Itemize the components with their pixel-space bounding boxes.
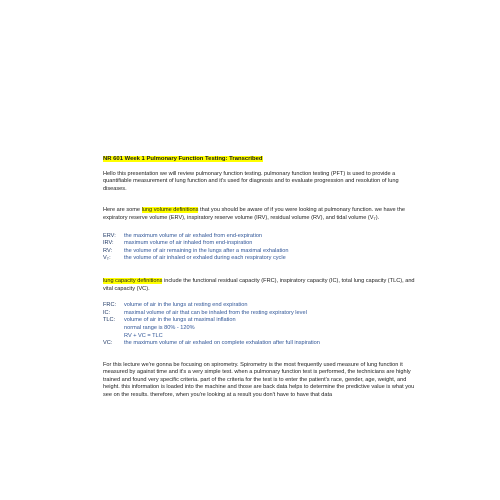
definition-row bbox=[103, 240, 415, 248]
definition-term: IC: bbox=[103, 309, 111, 316]
definition-text: the maximum volume of air exhaled from end-expiration bbox=[124, 232, 263, 239]
tidal-subscript: T bbox=[373, 216, 376, 221]
title-highlight: NR 601 Week 1 Pulmonary Function Testing: Transcribed bbox=[103, 156, 263, 162]
definition-row bbox=[103, 317, 415, 325]
definition-term: ERV: bbox=[103, 232, 116, 239]
capacity-definitions-highlight: lung capacity definitions bbox=[103, 277, 163, 284]
definition-row bbox=[103, 302, 415, 310]
tlc-note: normal range is 80% - 120% bbox=[124, 324, 195, 331]
capacity-intro-after: include the functional residual capacity (FRC), inspiratory capacity (IC), total lung capacity (TLC), and vital capacity (VC). bbox=[103, 277, 415, 292]
definition-text: volume of air in the lungs at maximal inflation bbox=[124, 317, 236, 324]
definition-row bbox=[103, 255, 415, 264]
definition-term: IRV: bbox=[103, 240, 114, 247]
capacity-intro-paragraph bbox=[103, 278, 415, 293]
definition-text: maximal volume of air that can be inhaled from the resting expiratory level bbox=[124, 309, 307, 316]
document-title bbox=[103, 156, 415, 164]
volume-intro-after: that you should be aware of if you were looking at pulmonary function. we have the expiratory reserve volume (ERV), inspiratory reserve volume (IRV), residual volume (RV), and tidal volume (V bbox=[103, 207, 405, 221]
spirometry-paragraph: For this lecture we're gonna be focusing on spirometry. Spirometry is the most frequently used measure of lung function it measured by against time and it's a very simple test. when a pulmonary function test is performed, the technicians are highly trained and found very specific criteria. part of the criteria for the test is to enter the patient's race, gender, age, weight, and height. this information is loaded into the machine and those are back data helps to determine the predictive value is what you see on the results. therefore, when you're looking at a result you don't have to have that data bbox=[103, 361, 415, 399]
definition-text: the volume of air inhaled or exhaled during each respiratory cycle bbox=[124, 255, 286, 262]
volume-definitions-list bbox=[103, 233, 415, 264]
definition-term: VT: bbox=[103, 255, 111, 262]
definition-row bbox=[103, 310, 415, 318]
definition-term: FRC: bbox=[103, 302, 117, 309]
definition-text: volume of air in the lungs at resting end expiration bbox=[124, 302, 248, 309]
volume-intro-end: ). bbox=[375, 214, 380, 221]
volume-intro-before: Here are some bbox=[103, 207, 142, 214]
tlc-note: RV + VC = TLC bbox=[124, 332, 163, 339]
document-page bbox=[103, 156, 415, 400]
volume-definitions-highlight: lung volume definitions bbox=[141, 207, 199, 214]
definition-term: RV: bbox=[103, 247, 113, 254]
intro-paragraph: Hello this presentation we will review pulmonary function testing. pulmonary function testing (PFT) is used to provide a quantifiable measurement of lung function and it's used for diagnosis and to evaluate progression and resolution of lung diseases. bbox=[103, 170, 399, 192]
capacity-definitions-list bbox=[103, 302, 415, 348]
definition-row bbox=[103, 340, 415, 348]
definition-row bbox=[103, 233, 415, 241]
definition-text: the volume of air remaining in the lungs after a maximal exhalation bbox=[124, 247, 289, 254]
definition-term: VC: bbox=[103, 340, 113, 347]
definition-term: TLC: bbox=[103, 317, 116, 324]
definition-row bbox=[103, 248, 415, 256]
definition-text: the maximum volume of air exhaled on complete exhalation after full inspiration bbox=[124, 340, 320, 347]
volume-intro-paragraph bbox=[103, 207, 415, 223]
definition-text: maximum volume of air inhaled from end-inspiration bbox=[124, 240, 253, 247]
